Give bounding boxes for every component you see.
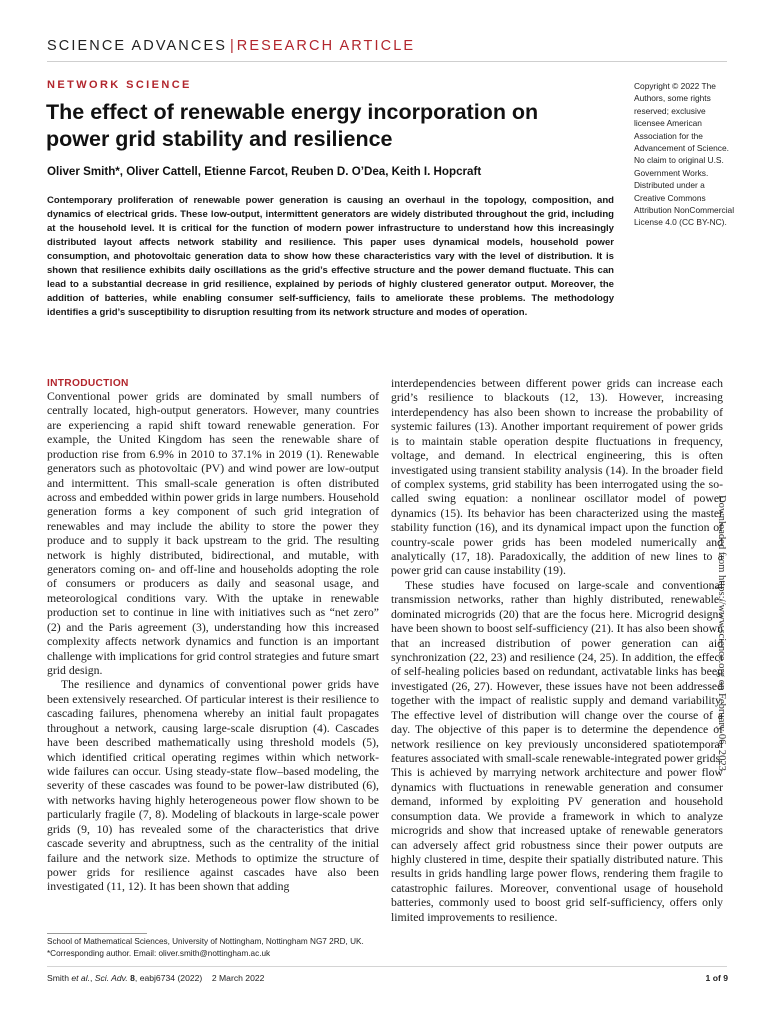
footer-rule xyxy=(47,966,727,967)
journal-name: SCIENCE ADVANCES xyxy=(47,38,227,54)
footer-date: 2 March 2022 xyxy=(211,973,265,983)
header-separator: | xyxy=(229,38,234,54)
article-type: RESEARCH ARTICLE xyxy=(236,38,416,54)
footer-citation: Smith et al., Sci. Adv. 8, eabj6734 (2022) 2 March 2022 xyxy=(47,973,265,983)
body-paragraph: interdependencies between different power grids can increase each grid’s resilience to blackouts (12, 13). However, increasing interdependency has also been shown to increase the probability of systemic failures (13). Another important requirement of power grids is to maintain stable operation despite fluctuations in frequency, voltage, and demand. In electrical engineering, this is often investigated using transient stability analysis (14). In the broader field of complex systems, grid stability has been interrogated using the so-called swing equation: a nonlinear oscillator model of power dynamics (15). Its behavior has been characterized using the master stability function (16), and its dynamical impact upon the function of country-scale power grids has been modeled numerically and analytically (17, 18). Paradoxically, the addition of new lines to a power grid can cause instability (19). xyxy=(391,377,723,578)
footer-volume: 8 xyxy=(130,973,135,983)
article-title: The effect of renewable energy incorporation on power grid stability and resilience xyxy=(46,100,539,151)
footer-etal: et al. xyxy=(71,973,90,983)
body-paragraph: The resilience and dynamics of conventional power grids have been extensively researched. Of particular interest is their resilience to cascading failures, phenomena whereby an initial fault propagates throughout a network, causing large-scale disruption (4). Cascades have been described mathematically using threshold models (5), which identified critical operating regimes within which network-wide failures can occur. Using steady-state flow–based modeling, the severity of these cascades was found to be power-law distributed (6), with networks having highly heterogeneous power flow shown to be particularly fragile (7, 8). Modeling of blackouts in large-scale power grids (9, 10) has revealed some of the characteristics that drive cascade severity and abruptness, such as the centrality of the initial failure and the network size. Methods to optimize the structure of power grids for resilience against cascades have also been investigated (11, 12). It has been shown that adding xyxy=(47,678,379,894)
author-list: Oliver Smith*, Oliver Cattell, Etienne Farcot, Reuben D. O’Dea, Keith I. Hopcraft xyxy=(47,165,482,178)
journal-header xyxy=(47,38,727,54)
page-number: 1 of 9 xyxy=(705,973,728,983)
copyright-notice: Copyright © 2022 The Authors, some rights reserved; exclusive licensee American Association for the Advancement of Science. No claim to original U.S. Government Works. Distributed under a Creative Commons Attribution NonCommercial License 4.0 (CC BY-NC). xyxy=(634,81,735,228)
section-heading-introduction: INTRODUCTION xyxy=(47,378,129,389)
affiliation-footnote xyxy=(47,936,387,959)
download-watermark: Downloaded from https://www.science.org on February 06, 2023 xyxy=(716,495,727,771)
header-rule xyxy=(47,61,727,62)
footer-authors: Smith xyxy=(47,973,69,983)
subject-category: NETWORK SCIENCE xyxy=(47,79,192,91)
abstract: Contemporary proliferation of renewable power generation is causing an overhaul in the topology, composition, and dynamics of electrical grids. These low-output, intermittent generators are widely distributed throughout the grid, including at the household level. It is critical for the function of modern power infrastructure to understand how this increasingly distributed layout affects network stability and resilience. This paper uses dynamical models, household power consumption, and photovoltaic generation data to show how these characteristics vary with the level of distribution. It is shown that resilience exhibits daily oscillations as the grid’s effective structure and the power demand fluctuate. This can lead to a substantial decrease in grid resilience, explained by periods of highly clustered generator output. Moreover, the addition of batteries, while enabling consumer self-sufficiency, fails to ameliorate these problems. The methodology identifies a grid’s susceptibility to disruption resulting from its network structure and modes of operation. xyxy=(47,195,614,319)
body-column-left xyxy=(47,377,379,895)
body-column-right xyxy=(391,377,723,925)
footer-article-id: eabj6734 (2022) xyxy=(139,973,203,983)
footer-journal: Sci. Adv. xyxy=(94,973,128,983)
footnote-rule xyxy=(47,933,147,934)
body-paragraph: These studies have focused on large-scale and conventional transmission networks, rather than highly distributed, renewable-dominated microgrids (20) that are the focus here. Microgrid designs have been shown to boost self-sufficiency (21). It has also been shown that an increased distribution of power generation can aid synchronization (22, 23) and resilience (24, 25). In addition, the effect of self-healing policies based on redundant, activatable links has been investigated (26, 27). However, these issues have not been addressed together with the impact of realistic supply and demand variability. The effective level of distribution will change over the course of a day. The objective of this paper is to determine the dependence of network resilience on key previously unconsidered spatiotemporal features associated with small-scale renewable-integrated power grids. This is achieved by marrying network architecture and power flow dynamics with fluctuations in renewable generation and consumer demand, informed by exploiting PV generation and household consumption data. We provide a framework in which to analyze microgrids and show that increased uptake of renewable generators can adversely affect grid robustness since their power outputs are highly clustered in time, despite their spatially distributed nature. This results in grids handling large power flows, rendering them fragile to catastrophic failures. Moreover, conventional usage of household batteries, commonly used to boost grid self-sufficiency, offers only limited improvements to resilience. xyxy=(391,578,723,924)
affiliation-text: School of Mathematical Sciences, University of Nottingham, Nottingham NG7 2RD, UK. xyxy=(47,937,364,946)
corresponding-author: *Corresponding author. Email: oliver.smith@nottingham.ac.uk xyxy=(47,948,271,958)
body-paragraph: Conventional power grids are dominated by small numbers of centrally located, high-output generators. However, many countries are experiencing a rapid shift toward renewable generation. For example, the United Kingdom has seen the renewable share of production rise from 6.9% in 2010 to 37.1% in 2019 (1). Renewable generators such as photovoltaic (PV) and wind power are low-output and intermittent. This small-scale generation is often distributed across and embedded within power grids in large numbers. Household generation forms a key component of such grid integration of renewables and may include the ability to store the power they produce and to supply it back upstream to the grid. The resulting network is highly distributed, bidirectional, and mutable, with generators coming on- and off-line and households adopting the role of consumers or producers as daily and seasonal usage, and meteorological conditions vary. With the uptake in renewable production set to continue in line with initiatives such as “net zero” (2) and the Paris agreement (3), understanding how this increased complexity affects network dynamics and function is an important challenge with implications for grid control strategies and future smart grid design. xyxy=(47,390,379,678)
